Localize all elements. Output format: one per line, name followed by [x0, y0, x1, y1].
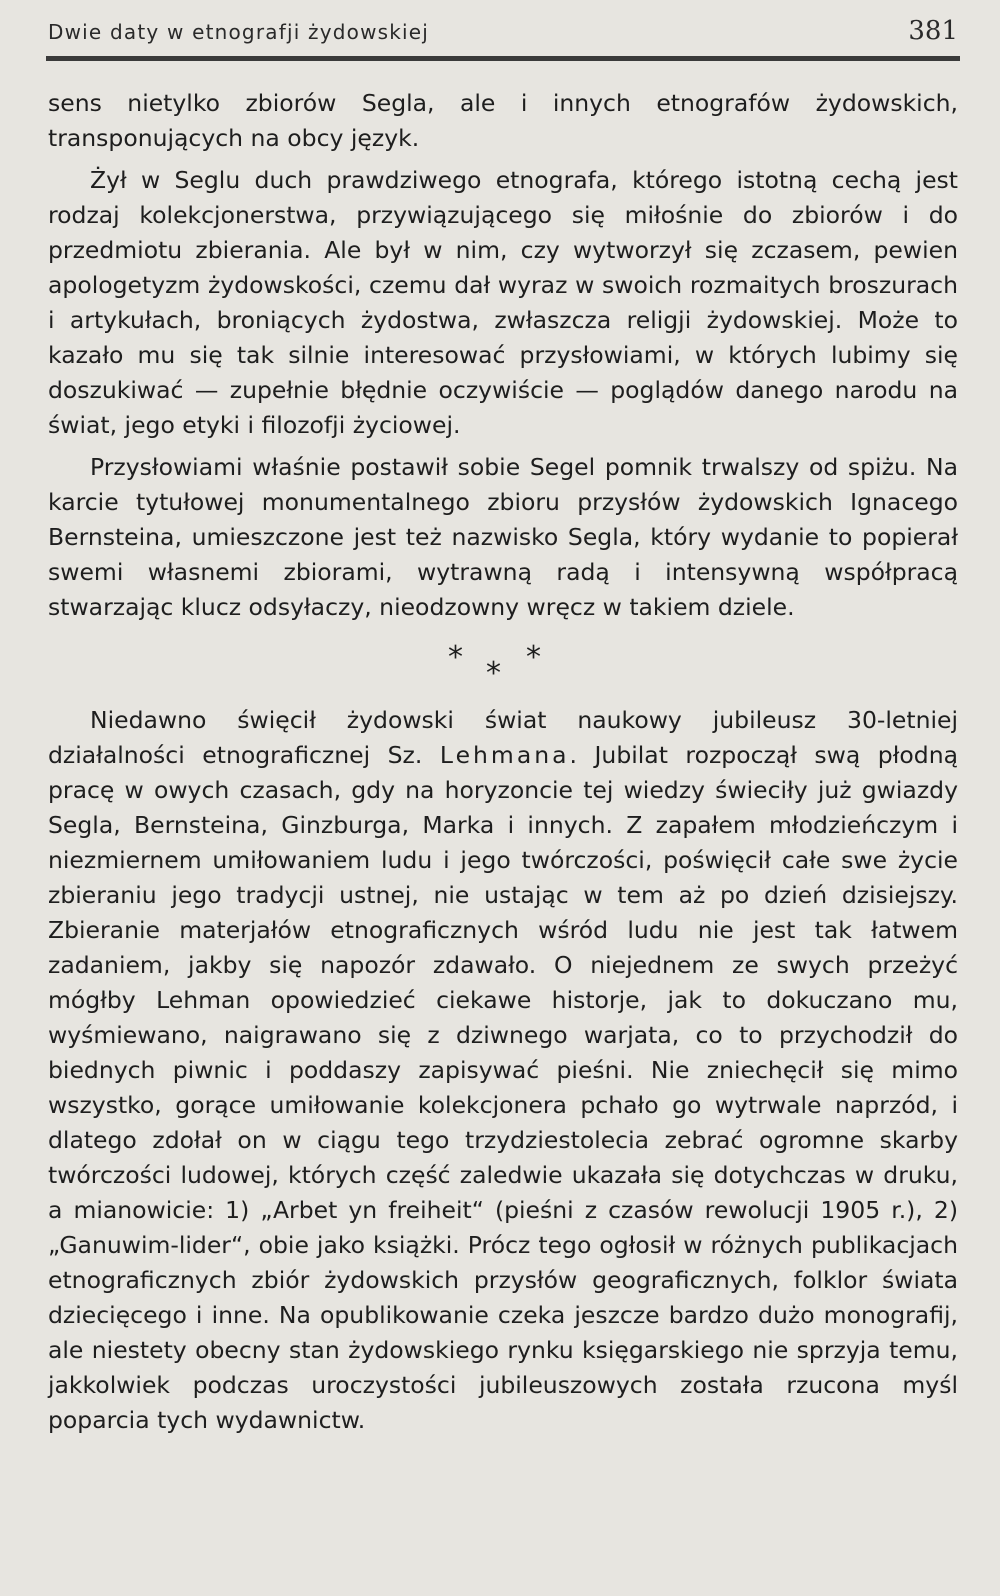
name-lehmana: Lehmana — [439, 741, 570, 769]
paragraph-lehman-rest: . Jubilat rozpoczął swą płodną pracę w owych czasach, gdy na horyzoncie tej wiedzy świeciły już gwiazdy Segla, Bernsteina, Ginzburga, Marka i innych. Z zapałem młodzieńczym i niezmiernem umiłowaniem ludu i jego twórczości, poświęcił całe swe życie zbieraniu jego tradycji ustnej, nie ustając w tem aż po dzień dzisiejszy. Zbieranie materjałów etnograficznych wśród ludu nie jest tak łatwem zadaniem, jakby się napozór zdawało. O niejednem ze swych przeżyć mógłby Lehman opowiedzieć ciekawe historje, jak to dokuczano mu, wyśmiewano, naigrawano się z dziwnego warjata, co to przychodził do biednych piwnic i poddaszy zapisywać pieśni. Nie zniechęcił się mimo wszystko, gorące umiłowanie kolekcjonera pchało go wytrwale naprzód, i dlatego zdołał on w ciągu tego trzydziestolecia zebrać ogromne skarby twórczości ludowej, których część zaledwie ukazała się dotychczas w druku, a mianowicie: 1) „Arbet yn freiheit“ (pieśni z czasów rewolucji 1905 r.), 2) „Ganuwim-lider“, obie jako książki. Prócz tego ogłosił w różnych publikacjach etnograficznych zbiór żydowskich przysłów geograficznych, folklor świata dziecięcego i inne. Na opublikowanie czeka jeszcze bardzo dużo monografij, ale niestety obecny stan żydowskiego rynku księgarskiego nie sprzyja temu, jakkolwiek podczas uroczystości jubileuszowych została rzucona myśl poparcia tych wydawnictw. — [48, 741, 958, 1434]
header-rule — [46, 56, 960, 61]
paragraph-lehman-start: Niedawno święcił żydowski świat naukowy jubileusz 30-letniej działalności etnograficznej Sz. — [48, 706, 958, 769]
section-separator — [48, 631, 958, 703]
separator-asterisk: * — [526, 640, 541, 675]
body-text — [48, 86, 958, 1438]
separator-asterisk: * — [486, 656, 501, 691]
page-number: 381 — [908, 16, 958, 46]
paragraph-continuation: sens nietylko zbiorów Segla, ale i innych etnografów żydowskich, transponujących na obcy język. — [48, 89, 958, 152]
paragraph-segel-etnograf: Żył w Seglu duch prawdziwego etnografa, którego istotną cechą jest rodzaj kolekcjonerstwa, przywiązującego się miłośnie do zbiorów i do przedmiotu zbierania. Ale był w nim, czy wytworzył się zczasem, pewien apologetyzm żydowskości, czemu dał wyraz w swoich rozmaitych broszurach i artykułach, broniących żydostwa, zwłaszcza religji żydowskiej. Może to kazało mu się tak silnie interesować przysłowiami, w których lubimy się doszukiwać — zupełnie błędnie oczywiście — poglądów danego narodu na świat, jego etyki i filozofji życiowej. — [48, 166, 958, 439]
running-title: Dwie daty w etnografji żydowskiej — [48, 20, 430, 44]
paragraph-lehman-jubileusz — [48, 703, 958, 1438]
separator-asterisk: * — [448, 640, 463, 675]
paragraph-przyslowia: Przysłowiami właśnie postawił sobie Segel pomnik trwalszy od spiżu. Na karcie tytułowej monumentalnego zbioru przysłów żydowskich Ignacego Bernsteina, umieszczone jest też nazwisko Segla, który wydanie to popierał swemi własnemi zbiorami, wytrawną radą i intensywną współpracą stwarzając klucz odsyłaczy, nieodzowny wręcz w takiem dziele. — [48, 453, 958, 621]
